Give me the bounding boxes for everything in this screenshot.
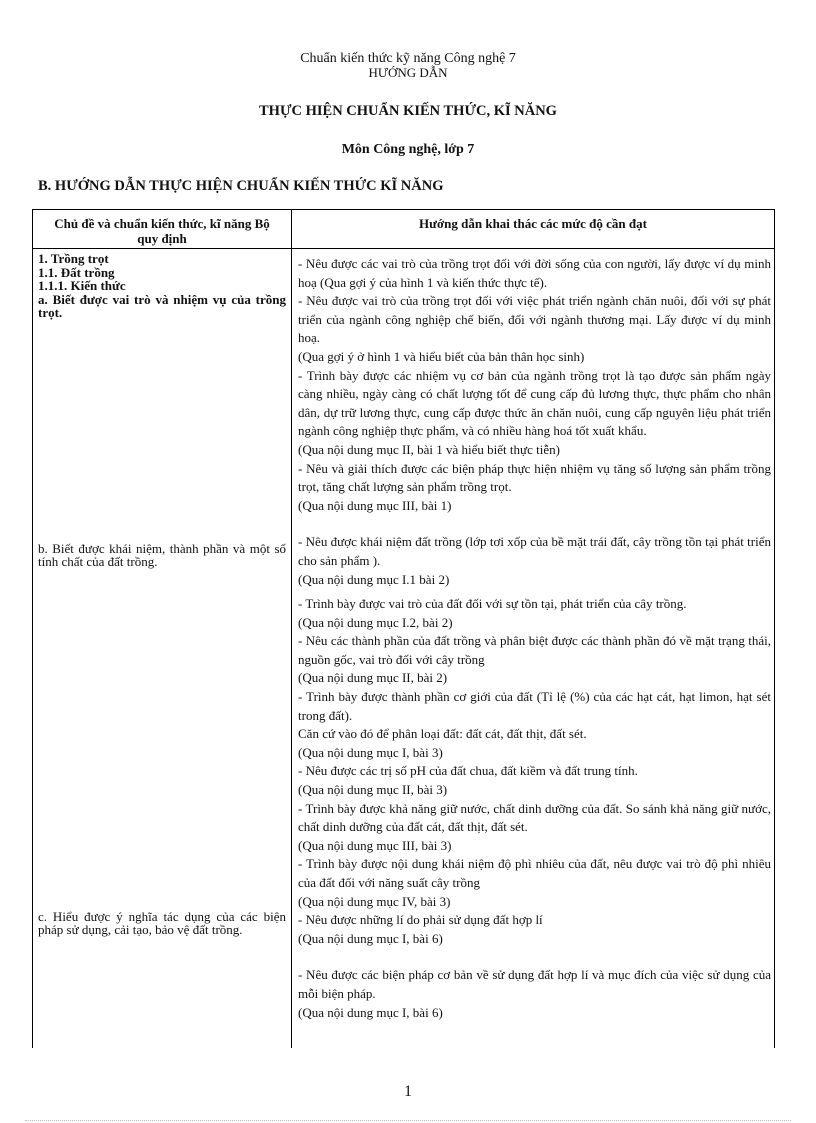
header-row-divider: [32, 248, 775, 249]
guidance-b7: - Trình bày được nội dung khái niệm độ phì nhiêu của đất, nêu được vai trò độ phì nhiêu của đất đối với năng suất cây trồng: [298, 856, 771, 890]
standard-item-c: c. Hiểu được ý nghĩa tác dụng của các biện pháp sử dụng, cải tạo, bảo vệ đất trồng.: [38, 908, 286, 937]
guidance-b6-ref: (Qua nội dung mục III, bài 3): [298, 837, 452, 853]
table-column-divider: [291, 210, 292, 1048]
document-header: Chuẩn kiến thức kỹ năng Công nghệ 7: [300, 51, 516, 66]
guidance-b1: - Nêu được khái niệm đất trồng (lớp tơi xốp của bề mặt trái đất, cây trồng tồn tại phát triển cho sản phẩm ).: [298, 534, 771, 568]
guidance-b2-ref: (Qua nội dung mục I.2, bài 2): [298, 614, 453, 630]
document-title: THỰC HIỆN CHUẨN KIẾN THỨC, KĨ NĂNG: [259, 103, 557, 119]
guide-heading: HƯỚNG DẪN: [368, 65, 448, 80]
guidance-c1-ref: (Qua nội dung mục I, bài 6): [298, 930, 443, 946]
table-border-right: [774, 210, 775, 1048]
guidance-b5: - Nêu được các trị số pH của đất chua, đất kiềm và đất trung tính.: [298, 763, 638, 779]
page-number: 1: [404, 1083, 412, 1100]
footer-divider: [25, 1120, 791, 1121]
guidance-c1: - Nêu được những lí do phải sử dụng đất hợp lí: [298, 912, 543, 928]
guidance-b2: - Trình bày được vai trò của đất đối với sự tồn tại, phát triển của cây trồng.: [298, 596, 687, 612]
guidance-b4-extra: Căn cứ vào đó để phân loại đất: đất cát, đất thịt, đất sét.: [298, 726, 587, 742]
guidance-b3-ref: (Qua nội dung mục II, bài 2): [298, 670, 448, 686]
guidance-b1-ref: (Qua nội dung mục I.1 bài 2): [298, 571, 450, 587]
knowledge-label: 1.1.1. Kiến thức: [38, 278, 126, 293]
guidance-a4-ref: (Qua nội dung mục III, bài 1): [298, 497, 452, 513]
subject-line: Môn Công nghệ, lớp 7: [341, 142, 475, 157]
guidance-c2-ref: (Qua nội dung mục I, bài 6): [298, 1004, 443, 1020]
guidance-column: [298, 255, 771, 1022]
guidance-b4-ref: (Qua nội dung mục I, bài 3): [298, 744, 443, 760]
column-header-guidance: Hướng dẫn khai thác các mức độ cần đạt: [419, 216, 647, 231]
column-header-standards: Chủ đề và chuẩn kiến thức, kĩ năng Bộ quy định: [54, 216, 270, 246]
standard-item-a: a. Biết được vai trò và nhiệm vụ của trồng trọt.: [38, 291, 286, 320]
standards-column: [38, 252, 286, 937]
guidance-b3: - Nêu các thành phần của đất trồng và phân biệt được các thành phần đó về mặt trạng thái, nguồn gốc, vai trò đối với cây trồng: [298, 633, 771, 667]
guidance-a2-ref: (Qua gợi ý ở hình 1 và hiểu biết của bản thân học sinh): [298, 348, 585, 364]
standard-item-b: b. Biết được khái niệm, thành phần và một số tính chất của đất trồng.: [38, 540, 286, 569]
guidance-a3-ref: (Qua nội dung mục II, bài 1 và hiểu biết thực tiễn): [298, 441, 560, 457]
guidance-b6: - Trình bày được khả năng giữ nước, chất dinh dưỡng của đất. So sánh khả năng giữ nước, chất dinh dưỡng của đất cát, đất thịt, đất sét.: [298, 800, 771, 835]
guidance-a3: - Trình bày được các nhiệm vụ cơ bản của ngành trồng trọt là tạo được sản phẩm ngày càng nhiều, ngày càng có chất lượng tốt để cung cấp đủ lương thực, thực phẩm cho nhân dân, dự trữ lương thực, cung cấp được thức ăn chăn nuôi, cung cấp nguyên liệu phát triển ngành công nghiệp thực phẩm, và có nhiều hàng hoá tốt xuất khẩu.: [298, 367, 771, 439]
guidance-b4: - Trình bày được thành phần cơ giới của đất (Tỉ lệ (%) của các hạt cát, hạt limon, hạt sét trong đất).: [298, 689, 771, 723]
guidance-a1: - Nêu được các vai trò của trồng trọt đối với đời sống của con người, lấy được ví dụ minh hoạ (Qua gợi ý của hình 1 và kiến thức thực tế).: [298, 256, 771, 290]
subtopic-label: 1.1. Đất trồng: [38, 264, 115, 280]
guidance-b5-ref: (Qua nội dung mục II, bài 3): [298, 782, 448, 798]
topic-label: 1. Trồng trọt: [38, 251, 109, 266]
guidance-a2: - Nêu được vai trò của trồng trọt đối với việc phát triển ngành chăn nuôi, đối với sự phát triển của ngành công nghiệp chế biến, đối với ngành thương mại. Lấy được ví dụ minh hoạ.: [298, 293, 771, 346]
guidance-a4: - Nêu và giải thích được các biện pháp thực hiện nhiệm vụ tăng số lượng sản phẩm trồng trọt, tăng chất lượng sản phẩm trồng trọt.: [298, 460, 771, 495]
standards-table: [32, 209, 775, 1048]
guidance-b7-ref: (Qua nội dung mục IV, bài 3): [298, 893, 451, 909]
section-heading: B. HƯỚNG DẪN THỰC HIỆN CHUẨN KIẾN THỨC KĨ NĂNG: [38, 178, 444, 194]
guidance-c2: - Nêu được các biện pháp cơ bản về sử dụng đất hợp lí và mục đích của việc sử dụng của mỗi biện pháp.: [298, 967, 771, 1001]
table-border-left: [32, 210, 33, 1048]
